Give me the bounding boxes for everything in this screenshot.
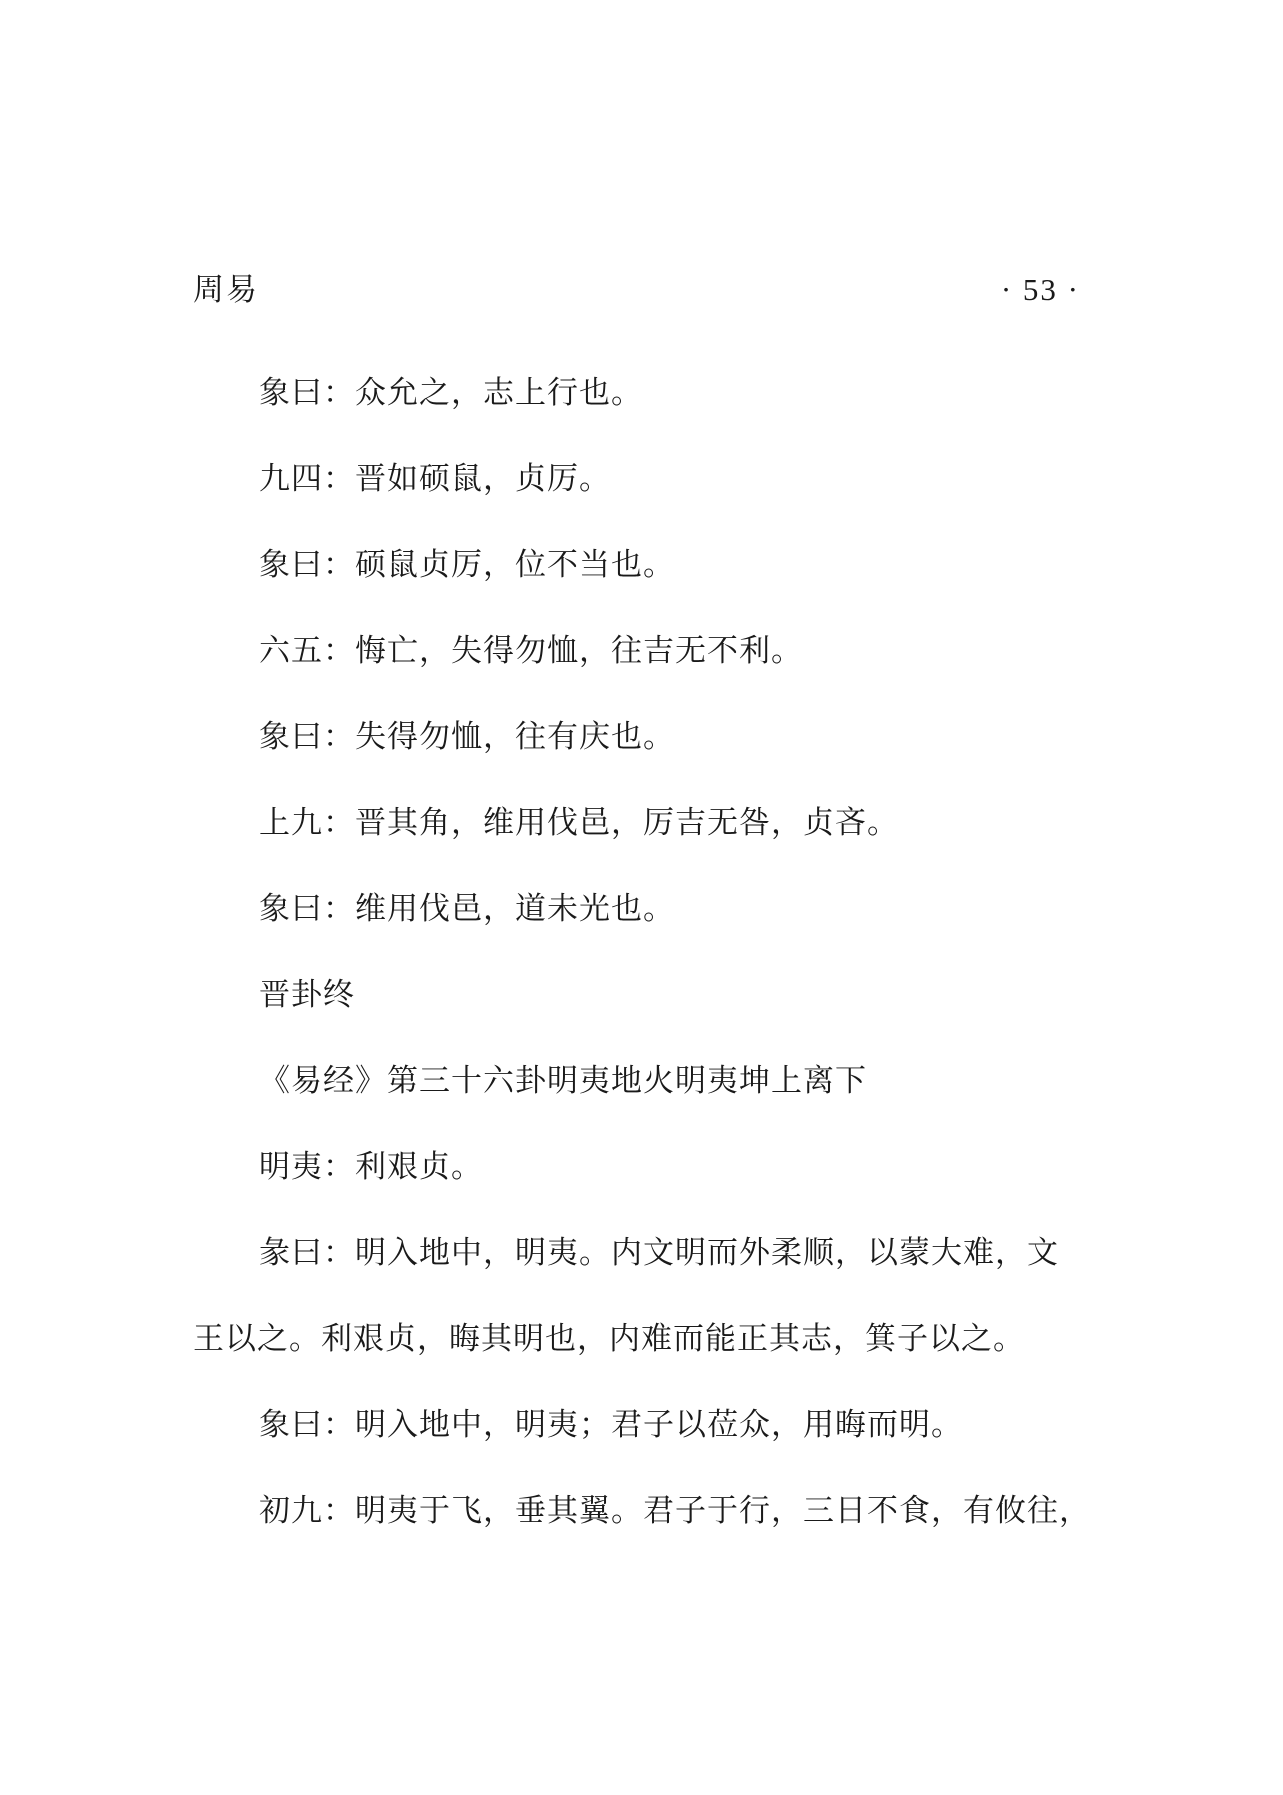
text-line: 九四：晋如硕鼠，贞厉。 <box>259 461 611 497</box>
text-line: 上九：晋其角，维用伐邑，厉吉无咎，贞吝。 <box>259 805 899 841</box>
text-line: 彖曰：明入地中，明夷。内文明而外柔顺，以蒙大难，文 <box>259 1235 1059 1271</box>
text-line: 象曰：众允之，志上行也。 <box>259 375 643 411</box>
text-line: 初九：明夷于飞，垂其翼。君子于行，三日不食，有攸往， <box>259 1493 1091 1529</box>
text-line: 晋卦终 <box>259 977 355 1013</box>
text-line: 《易经》第三十六卦明夷地火明夷坤上离下 <box>259 1063 867 1099</box>
text-line: 明夷：利艰贞。 <box>259 1149 483 1185</box>
text-line: 象曰：失得勿恤，往有庆也。 <box>259 719 675 755</box>
page-number: · 53 · <box>1000 272 1080 307</box>
text-line: 象曰：硕鼠贞厉，位不当也。 <box>259 547 675 583</box>
text-line: 六五：悔亡，失得勿恤，往吉无不利。 <box>259 633 803 669</box>
text-line: 象曰：明入地中，明夷；君子以莅众，用晦而明。 <box>259 1407 963 1443</box>
running-title: 周易 <box>193 272 259 308</box>
text-line: 王以之。利艰贞，晦其明也，内难而能正其志，箕子以之。 <box>193 1321 1025 1357</box>
body-text <box>193 350 1093 1554</box>
text-line: 象曰：维用伐邑，道未光也。 <box>259 891 675 927</box>
